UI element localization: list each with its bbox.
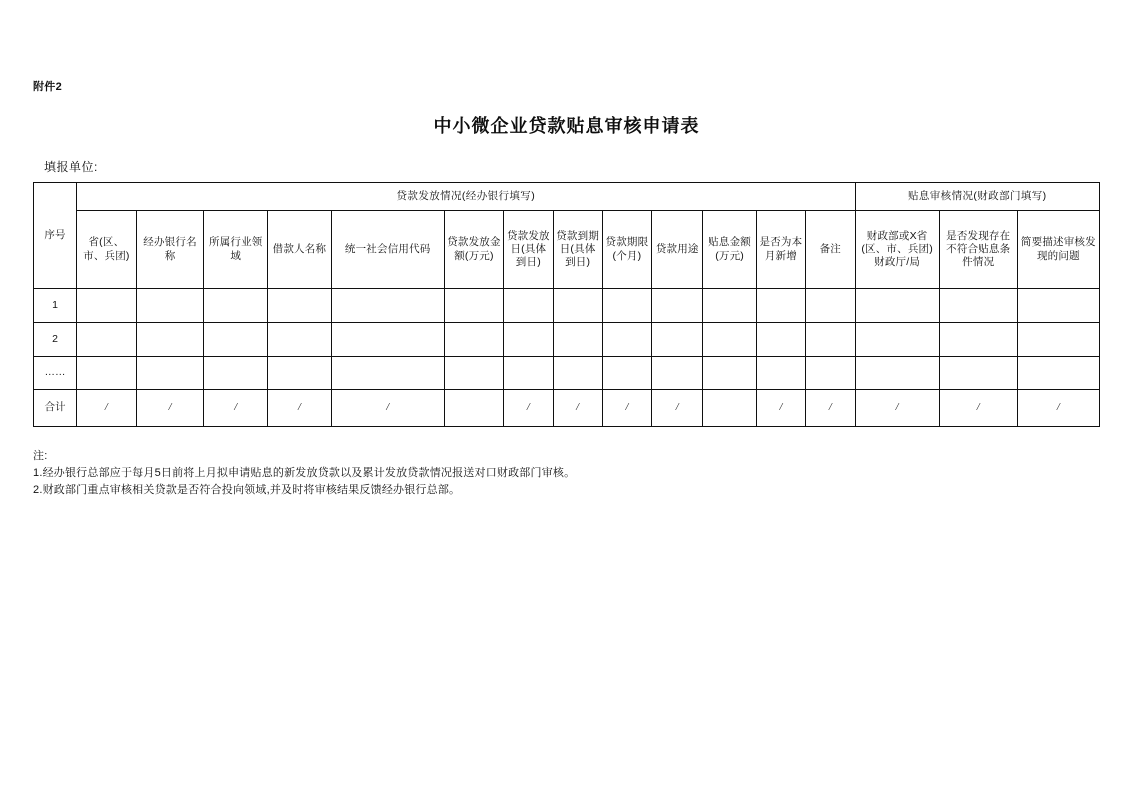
cell-province[interactable] (77, 323, 137, 357)
cell-province[interactable] (77, 289, 137, 323)
cell-bank-name[interactable] (136, 357, 204, 390)
col-header-subsidy-amount: 贴息金额(万元) (703, 211, 756, 289)
table-group-header-row (34, 183, 1100, 211)
col-header-noncompliance-found: 是否发现存在不符合贴息条件情况 (939, 211, 1017, 289)
cell-due-date[interactable] (553, 289, 602, 323)
cell-subsidy-amount[interactable] (703, 289, 756, 323)
cell-total-issue-description: / (1017, 390, 1099, 427)
cell-total-noncompliance-found: / (939, 390, 1017, 427)
table-column-header-row (34, 211, 1100, 289)
col-header-industry: 所属行业领域 (204, 211, 268, 289)
cell-total-issue-date: / (504, 390, 553, 427)
cell-industry[interactable] (204, 357, 268, 390)
cell-total-province: / (77, 390, 137, 427)
col-header-is-new-this-month: 是否为本月新增 (756, 211, 805, 289)
cell-total-borrower-name: / (268, 390, 332, 427)
cell-issue-description[interactable] (1017, 323, 1099, 357)
cell-index: 2 (34, 323, 77, 357)
cell-noncompliance-found[interactable] (939, 289, 1017, 323)
cell-subsidy-amount[interactable] (703, 357, 756, 390)
group-header-finance: 贴息审核情况(财政部门填写) (855, 183, 1099, 211)
cell-finance-department[interactable] (855, 289, 939, 323)
cell-loan-purpose[interactable] (652, 323, 703, 357)
cell-subsidy-amount[interactable] (703, 323, 756, 357)
col-header-loan-amount: 贷款发放金额(万元) (444, 211, 504, 289)
attachment-tag: 附件2 (33, 81, 63, 93)
cell-borrower-name[interactable] (268, 289, 332, 323)
col-header-remarks: 备注 (806, 211, 855, 289)
cell-total-subsidy-amount[interactable] (703, 390, 756, 427)
table-row (34, 289, 1100, 323)
cell-borrower-name[interactable] (268, 323, 332, 357)
table-row (34, 357, 1100, 390)
cell-loan-purpose[interactable] (652, 357, 703, 390)
cell-finance-department[interactable] (855, 357, 939, 390)
cell-loan-term[interactable] (602, 289, 651, 323)
cell-loan-amount[interactable] (444, 289, 504, 323)
cell-issue-description[interactable] (1017, 357, 1099, 390)
cell-loan-amount[interactable] (444, 357, 504, 390)
note-item-1: 1.经办银行总部应于每月5日前将上月拟申请贴息的新发放贷款以及累计发放贷款情况报送对口财政部门审核。 (33, 467, 576, 480)
cell-total-credit-code: / (331, 390, 444, 427)
cell-industry[interactable] (204, 289, 268, 323)
cell-issue-date[interactable] (504, 323, 553, 357)
col-header-loan-purpose: 贷款用途 (652, 211, 703, 289)
cell-total-due-date: / (553, 390, 602, 427)
cell-borrower-name[interactable] (268, 357, 332, 390)
col-header-credit-code: 统一社会信用代码 (331, 211, 444, 289)
notes-title: 注: (33, 450, 48, 462)
col-header-issue-description: 简要描述审核发现的问题 (1017, 211, 1099, 289)
cell-total-loan-amount[interactable] (444, 390, 504, 427)
cell-due-date[interactable] (553, 357, 602, 390)
cell-loan-term[interactable] (602, 323, 651, 357)
cell-total-bank-name: / (136, 390, 204, 427)
cell-remarks[interactable] (806, 289, 855, 323)
group-header-bank: 贷款发放情况(经办银行填写) (77, 183, 855, 211)
cell-total-finance-department: / (855, 390, 939, 427)
page-title: 中小微企业贷款贴息审核申请表 (433, 116, 700, 136)
cell-loan-term[interactable] (602, 357, 651, 390)
cell-total-loan-purpose: / (652, 390, 703, 427)
cell-is-new-this-month[interactable] (756, 357, 805, 390)
cell-is-new-this-month[interactable] (756, 323, 805, 357)
cell-bank-name[interactable] (136, 323, 204, 357)
col-header-borrower-name: 借款人名称 (268, 211, 332, 289)
cell-credit-code[interactable] (331, 289, 444, 323)
cell-credit-code[interactable] (331, 357, 444, 390)
note-item-2: 2.财政部门重点审核相关贷款是否符合投向领域,并及时将审核结果反馈经办银行总部。 (33, 484, 461, 497)
col-header-bank-name: 经办银行名称 (136, 211, 204, 289)
cell-industry[interactable] (204, 323, 268, 357)
table-total-row (34, 390, 1100, 427)
cell-noncompliance-found[interactable] (939, 357, 1017, 390)
cell-province[interactable] (77, 357, 137, 390)
cell-is-new-this-month[interactable] (756, 289, 805, 323)
cell-total-label: 合计 (34, 390, 77, 427)
cell-total-industry: / (204, 390, 268, 427)
cell-credit-code[interactable] (331, 323, 444, 357)
cell-noncompliance-found[interactable] (939, 323, 1017, 357)
notes-block (33, 448, 575, 499)
cell-due-date[interactable] (553, 323, 602, 357)
loan-subsidy-review-table (33, 182, 1100, 427)
cell-issue-description[interactable] (1017, 289, 1099, 323)
cell-bank-name[interactable] (136, 289, 204, 323)
cell-issue-date[interactable] (504, 357, 553, 390)
col-header-finance-department: 财政部或X省(区、市、兵团)财政厅/局 (855, 211, 939, 289)
col-header-loan-term: 贷款期限(个月) (602, 211, 651, 289)
fill-unit-label: 填报单位: (44, 160, 98, 174)
cell-remarks[interactable] (806, 323, 855, 357)
cell-total-loan-term: / (602, 390, 651, 427)
cell-finance-department[interactable] (855, 323, 939, 357)
cell-total-is-new-this-month: / (756, 390, 805, 427)
col-header-issue-date: 贷款发放日(具体到日) (504, 211, 553, 289)
col-header-due-date: 贷款到期日(具体到日) (553, 211, 602, 289)
table-row (34, 323, 1100, 357)
cell-total-remarks: / (806, 390, 855, 427)
cell-remarks[interactable] (806, 357, 855, 390)
cell-index: …… (34, 357, 77, 390)
cell-index: 1 (34, 289, 77, 323)
cell-loan-amount[interactable] (444, 323, 504, 357)
col-header-index: 序号 (34, 183, 77, 289)
col-header-province: 省(区、市、兵团) (77, 211, 137, 289)
cell-issue-date[interactable] (504, 289, 553, 323)
cell-loan-purpose[interactable] (652, 289, 703, 323)
